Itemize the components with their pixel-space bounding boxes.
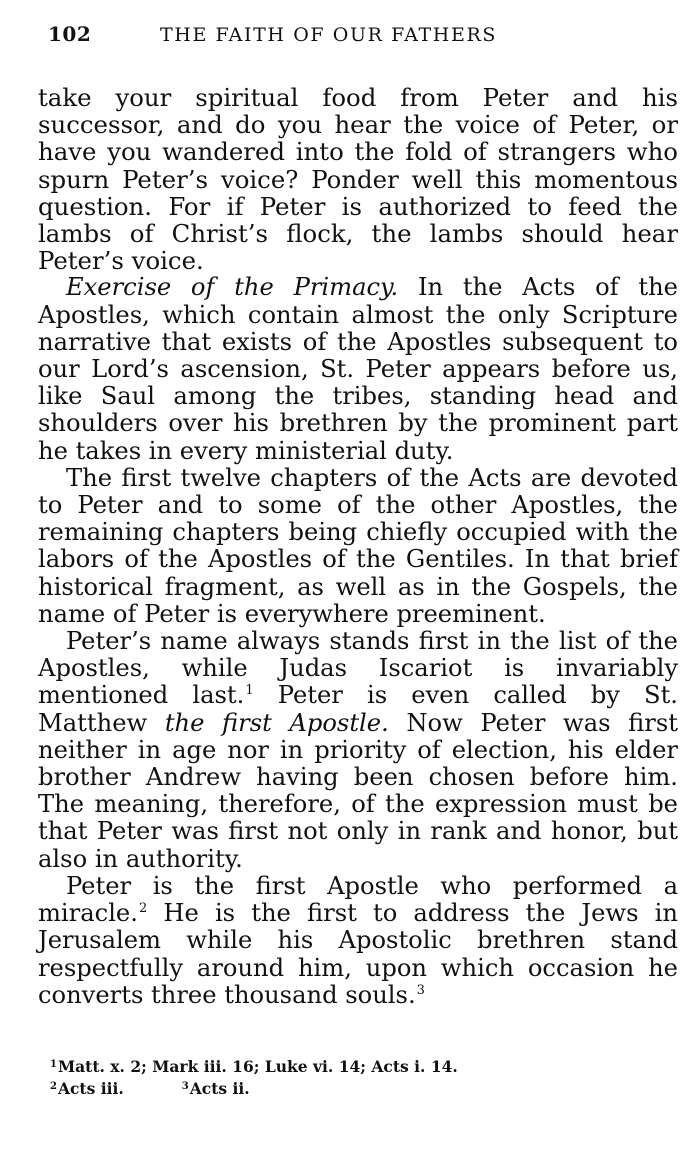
footnote-row-2 <box>50 1078 650 1100</box>
paragraph-continuation: take your spiritual food from Peter and his successor, and do you hear the voice of Peter, or have you wandered into the fold of strangers who spurn Peter’s voice? Ponder well this momentous question. For if Peter is authorized to feed the lambs of Christ’s flock, the lambs should hear Peter’s voice. <box>38 83 678 276</box>
italic-phrase: the first Apostle. <box>164 708 389 737</box>
footnote-marker: 3 <box>181 1081 189 1092</box>
footnote-marker: 2 <box>50 1081 57 1092</box>
running-title: THE FAITH OF OUR FATHERS <box>160 24 497 46</box>
footnote-text: Acts iii. <box>57 1079 124 1098</box>
body-text <box>38 84 678 1009</box>
paragraph-exercise-of-primacy <box>38 274 678 464</box>
paragraph-peters-name <box>38 628 678 873</box>
paragraph-text: Now Peter was first neither in age nor in priority of election, his elder brother Andrew having been chosen before him. The meaning, therefore, of the expression must be that Peter was first not only in rank and honor, but also in authority. <box>38 708 678 873</box>
page-header <box>0 22 689 52</box>
footnote-reference: 2 <box>138 901 148 917</box>
footnote-text: Acts ii. <box>189 1079 250 1098</box>
footnotes <box>50 1056 650 1100</box>
paragraph-text: Peter is even called by St. Matthew <box>38 681 678 737</box>
paragraph-acts-chapters: The first twelve chapters of the Acts are devoted to Peter and to some of the other Apostles, the remaining chapters being chiefly occupied with the labors of the Apostles of the Gentiles. In that brief historical fragment, as well as in the Gospels, the name of Peter is everywhere preeminent. <box>38 463 678 628</box>
paragraph-text: Peter’s name always stands first in the list of the Apostles, while Judas Iscariot is invariably mentioned last. <box>38 627 678 710</box>
footnote-reference: 1 <box>245 683 254 699</box>
footnote-2 <box>50 1079 124 1098</box>
footnote-3 <box>182 1079 250 1098</box>
footnote-text: Matt. x. 2; Mark iii. 16; Luke vi. 14; Acts i. 14. <box>57 1057 458 1076</box>
paragraph-first-miracle <box>38 873 678 1009</box>
footnote-marker: 1 <box>50 1059 57 1070</box>
paragraph-text: In the Acts of the Apostles, which contain almost the only Scripture narrative that exists of the Apostles subsequent to our Lord’s ascension, St. Peter appears before us, like Saul among the tribes, standing head and shoulders over his brethren by the prominent part he takes in every ministerial duty. <box>38 273 678 465</box>
footnote-1 <box>50 1056 650 1078</box>
section-heading: Exercise of the Primacy. <box>66 273 399 302</box>
paragraph-text: Peter is the first Apostle who performed a miracle. <box>38 871 678 928</box>
footnote-reference: 3 <box>416 982 425 998</box>
paragraph-text: He is the first to address the Jews in Jerusalem while his Apostolic brethren stand respectfully around him, upon which occasion he converts three thousand souls. <box>38 899 678 1009</box>
page-number: 102 <box>48 22 92 46</box>
